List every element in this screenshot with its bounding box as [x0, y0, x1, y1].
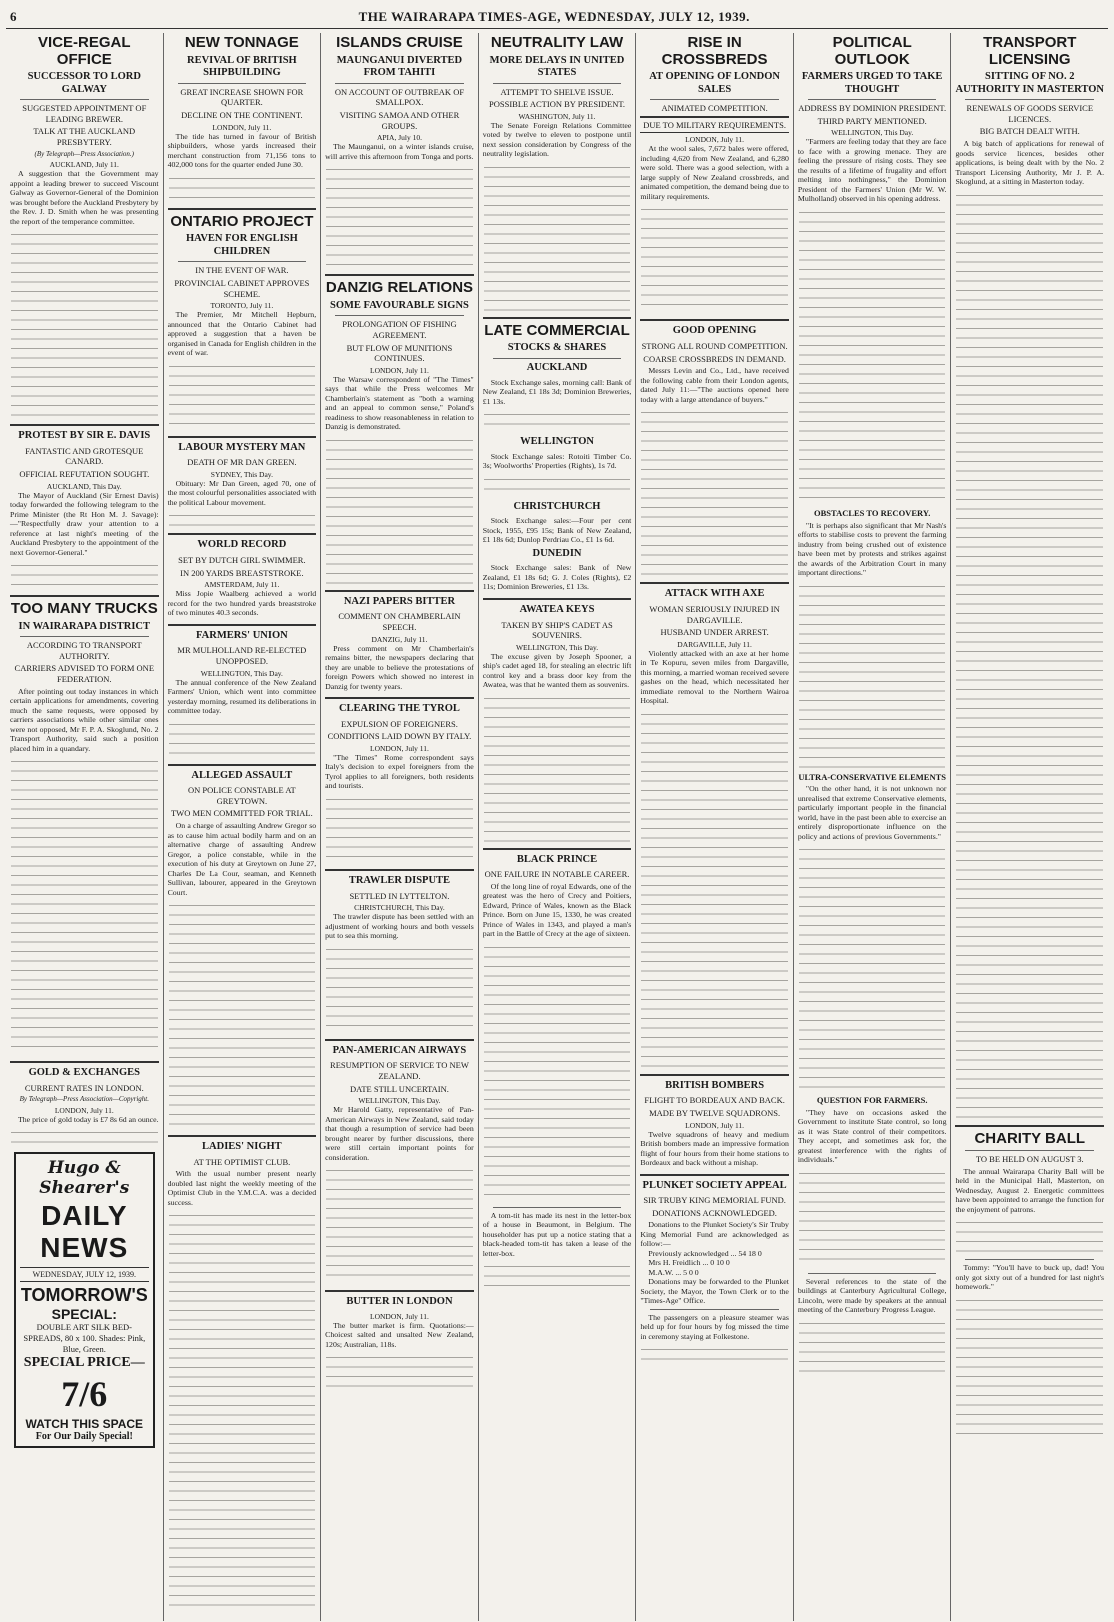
article-farmers-union	[168, 630, 317, 758]
headline: ALLEGED ASSAULT	[191, 769, 293, 781]
article-text-continued	[641, 1343, 788, 1363]
deck: COMMENT ON CHAMBERLAIN SPEECH.	[338, 611, 461, 632]
headline: BLACK PRINCE	[516, 853, 598, 865]
article-text: The excuse given by Joseph Spooner, a ship's cadet aged 18, for stealing an electric lift control key and a brass door key from the Awatea, was that he wanted them as souvenirs.	[482, 651, 632, 690]
article-text-continued	[484, 1260, 631, 1290]
headline: POLITICAL OUTLOOK	[832, 34, 912, 68]
article-text: Of the long line of royal Edwards, one of the greatest was the hero of Crecy and Poitiers, Edward, Prince of Wales, known as the Black Prince. Born on June 15, 1330, he was created Prince of Wales in 1343, and played a man's part in the Battle of Crecy at the age of sixteen.	[482, 881, 632, 939]
article-text-continued	[484, 941, 631, 1201]
article-text: The Mayor of Auckland (Sir Ernest Davis) today forwarded the following telegram to the Prime Minister (the Rt Hon M. J. Savage):—"Respectfully draw your attention to a reference at last night's meeting of the Auckland Presbytery to the appointment of the next Governor-General."	[10, 490, 159, 557]
column-4	[479, 33, 637, 1621]
deck: IN 200 YARDS BREASTSTROKE.	[180, 567, 304, 578]
donation-line: M.A.W. ... 5 0 0	[648, 1267, 699, 1277]
ad-special: SPECIAL:	[51, 1306, 117, 1323]
article-text: The annual conference of the New Zealand Farmers' Union, which went into committee yesterday morning, resumed its deliberations in committee today.	[167, 677, 317, 716]
headline: CLEARING THE TYROL	[338, 703, 460, 715]
headline: GOLD & EXCHANGES	[28, 1067, 140, 1079]
deck: DATE STILL UNCERTAIN.	[350, 1083, 449, 1094]
article-text: A big batch of applications for renewal of goods service licences, besides other applications, is being dealt with by the No. 2 Transport Licensing Authority, Mr J. P. A. Skoglund, at a sitting in Masterton today.	[955, 139, 1105, 187]
headline: PLUNKET SOCIETY APPEAL	[642, 1179, 787, 1191]
article-text-continued	[169, 899, 316, 1129]
byline: By Telegraph—Press Association—Copyright.	[19, 1095, 150, 1104]
deck: EXPULSION OF FOREIGNERS.	[341, 718, 458, 729]
deck: DEATH OF MR DAN GREEN.	[187, 457, 297, 468]
deck: TO BE HELD ON AUGUST 3.	[975, 1154, 1084, 1165]
article-trucks	[10, 601, 159, 1055]
article-crossbreds	[640, 35, 789, 313]
article-text: At the wool sales, 7,672 bales were offered, including 4,620 from New Zealand, and 6,280 were sold. There was a good selection, with a large supply of New Zealand crossbreds, and animated competition, the demand being due to military requirements.	[640, 144, 789, 201]
article-text-continued	[11, 559, 158, 589]
dateline: APIA, July 10.	[376, 133, 422, 143]
article-text: Press comment on Mr Chamberlain's remains bitter, the newspapers declaring that they are unable to believe the protestations of foreign Powers which showed no interest in Danzig for twenty years.	[325, 643, 474, 691]
deck: MR MULHOLLAND RE-ELECTED UNOPPOSED.	[177, 645, 307, 666]
article-text: The price of gold today is £7 8s 6d an ounce.	[18, 1114, 159, 1124]
article-text-continued	[326, 1351, 473, 1391]
ad-special-price: SPECIAL PRICE—	[23, 1355, 145, 1371]
article-ontario	[168, 214, 317, 430]
article-text-continued	[11, 1126, 158, 1146]
ad-watch: WATCH THIS SPACE	[25, 1417, 144, 1432]
article-good-opening	[640, 325, 789, 576]
page-number: 6	[10, 9, 17, 24]
crosshead: OBSTACLES TO RECOVERY.	[814, 507, 931, 518]
article-text: The Warsaw correspondent of "The Times" says that while the Press welcomes Mr Chamberlain's statement as "both a warning and an appeal to common sense," Poland's readiness to show reasonableness in relation to Danzig is demonstrated.	[325, 374, 474, 432]
article-text-continued	[956, 1216, 1103, 1256]
article-text: The tide has turned in favour of British shipbuilders, whose yards increased their merchant construction from 71,156 tons to 402,000 tons for the quarter ended June 30.	[167, 131, 317, 170]
article-text-continued	[169, 718, 316, 758]
deck: FANTASTIC AND GROTESQUE CANARD.	[25, 445, 144, 467]
byline: (By Telegraph—Press Association.)	[34, 149, 135, 158]
ad-price: 7/6	[61, 1374, 108, 1415]
headline: TOO MANY TRUCKS	[10, 600, 158, 618]
deck: GREAT INCREASE SHOWN FOR QUARTER.	[180, 86, 304, 108]
article-text-continued	[956, 189, 1103, 1119]
dateline: LONDON, July 11.	[370, 743, 429, 753]
subheadline: AT OPENING OF LONDON SALES	[649, 71, 780, 95]
deck: SUGGESTED APPOINTMENT OF LEADING BREWER.	[22, 103, 147, 124]
section-christchurch: CHRISTCHURCH	[513, 500, 601, 512]
article-protest	[10, 430, 159, 589]
article-text-continued	[169, 172, 316, 202]
deck: STRONG ALL ROUND COMPETITION.	[641, 341, 788, 352]
subheadline: STOCKS & SHARES	[507, 342, 607, 354]
article-butter	[325, 1296, 474, 1391]
article-axe	[640, 588, 789, 1067]
dateline: DARGAVILLE, July 11.	[677, 639, 752, 649]
headline: BUTTER IN LONDON	[346, 1296, 453, 1308]
dateline: AUCKLAND, This Day.	[46, 481, 122, 491]
article-text-continued	[956, 1294, 1103, 1434]
subheadline: IN WAIRARAPA DISTRICT	[18, 620, 151, 632]
deck: IN THE EVENT OF WAR.	[195, 265, 289, 276]
article-text: "It is perhaps also significant that Mr Nash's efforts to stabilise costs to prevent the farming industry from being crushed out of existence have been met by protests and strikes against the awards of the Arbitration Court in many important directions."	[797, 520, 947, 578]
dateline: LONDON, July 11.	[54, 1105, 114, 1115]
article-text: On a charge of assaulting Andrew Gregor so as to cause him actual bodily harm and on an alternative charge of assaulting Andrew Gregor, a police constable, while in the execution of his duty at Greytown on June 27, Charles De La Cour, seaman, and Kenneth Sullivan, labourer, appeared in the Greytown Court.	[167, 821, 317, 897]
deck: BUT FLOW OF MUNITIONS CONTINUES.	[346, 342, 453, 364]
article-text-continued	[484, 473, 631, 498]
deck: DONATIONS ACKNOWLEDGED.	[652, 1207, 777, 1218]
column-5	[636, 33, 794, 1621]
article-text: Stock Exchange sales: Rotoiti Timber Co. 3s; Woolworths' Properties (Rights), 1s 7d.	[482, 451, 632, 471]
headline: TRAWLER DISPUTE	[348, 874, 451, 886]
ad-paper-name: DAILY NEWS	[40, 1200, 129, 1264]
deck: DUE TO MILITARY REQUIREMENTS.	[640, 116, 789, 134]
deck: OFFICIAL REFUTATION SOUGHT.	[19, 468, 150, 479]
dateline: WELLINGTON, This Day.	[200, 668, 283, 678]
article-text-continued	[484, 692, 631, 842]
advertisement-hugo-shearer	[14, 1152, 155, 1448]
article-transport-licensing	[955, 35, 1104, 1119]
headline: ISLANDS CRUISE	[336, 34, 463, 51]
headline: RISE IN CROSSBREDS	[661, 34, 768, 68]
article-text: The butter market is firm. Quotations:—Choicest salted and unsalted New Zealand, 120s; Australian, 118s.	[325, 1320, 474, 1349]
newspaper-title: THE WAIRARAPA TIMES-AGE, WEDNESDAY, JULY 12, 1939.	[358, 9, 750, 24]
headline: DANZIG RELATIONS	[325, 279, 474, 297]
subheadline: MAUNGANUI DIVERTED FROM TAHITI	[336, 54, 463, 79]
subheadline: SITTING OF NO. 2 AUTHORITY IN MASTERTON	[955, 71, 1104, 95]
headline: PAN-AMERICAN AIRWAYS	[332, 1044, 467, 1056]
deck: TALK AT THE AUCKLAND PRESBYTERY.	[33, 126, 136, 148]
article-text: "On the other hand, it is not unknown nor unrealised that extreme Conservative elements, particularly important people in the financial world, have in the past been able to exercise an entirely disproportionate influence on the policy and actions of previous Governments."	[797, 784, 947, 841]
deck: ACCORDING TO TRANSPORT AUTHORITY.	[26, 640, 142, 661]
subheadline: FARMERS URGED TO TAKE THOUGHT	[801, 71, 943, 95]
article-text: Miss Jopie Waalberg achieved a world record for the two hundred yards breaststroke of two minutes 40.3 seconds.	[167, 589, 317, 618]
dateline: AMSTERDAM, July 11.	[204, 580, 280, 590]
dateline: AUCKLAND, July 11.	[49, 160, 119, 170]
deck: SET BY DUTCH GIRL SWIMMER.	[178, 554, 306, 565]
section-dunedin: DUNEDIN	[532, 547, 582, 559]
headline: VICE-REGAL OFFICE	[38, 34, 131, 68]
headline: PROTEST BY SIR E. DAVIS	[18, 430, 151, 442]
headline: ATTACK WITH AXE	[664, 588, 765, 600]
dateline: LONDON, July 11.	[212, 122, 272, 132]
headline: NEUTRALITY LAW	[490, 34, 624, 51]
deck: ON POLICE CONSTABLE AT GREYTOWN.	[188, 785, 296, 806]
deck: TWO MEN COMMITTED FOR TRIAL.	[170, 808, 313, 819]
deck: CONDITIONS LAID DOWN BY ITALY.	[327, 731, 472, 742]
article-text-continued	[641, 406, 788, 576]
article-text: The Premier, Mr Mitchell Hepburn, announced that the Ontario Cabinet had approved a suggestion that a haven be organised in Canada for English children in the event of war.	[167, 310, 317, 358]
article-text: Twelve squadrons of heavy and medium British bombers made an impressive formation flight of four hours from their home stations to Bordeaux and back without a mishap.	[640, 1129, 789, 1168]
deck: AT THE OPTIMIST CLUB.	[193, 1156, 291, 1167]
subheadline: SOME FAVOURABLE SIGNS	[330, 299, 469, 311]
deck: MADE BY TWELVE SQUADRONS.	[649, 1107, 781, 1118]
deck: RESUMPTION OF SERVICE TO NEW ZEALAND.	[330, 1060, 469, 1081]
deck: ON ACCOUNT OF OUTBREAK OF SMALLPOX.	[334, 86, 465, 108]
article-tonnage	[168, 35, 317, 202]
column-1	[6, 33, 164, 1621]
headline: ONTARIO PROJECT	[170, 212, 314, 230]
masthead	[6, 6, 1108, 29]
section-auckland: AUCKLAND	[526, 362, 588, 374]
article-text-continued	[326, 793, 473, 863]
deck: FLIGHT TO BORDEAUX AND BACK.	[644, 1095, 785, 1106]
headline: AWATEA KEYS	[519, 603, 595, 615]
column-7	[951, 33, 1108, 1621]
deck: HUSBAND UNDER ARREST.	[660, 627, 769, 638]
deck: SIR TRUBY KING MEMORIAL FUND.	[643, 1195, 786, 1206]
article-labour	[168, 442, 317, 528]
headline: FARMERS' UNION	[196, 629, 288, 641]
subheadline: HAVEN FOR ENGLISH CHILDREN	[185, 233, 298, 257]
headline: NEW TONNAGE	[184, 34, 299, 51]
article-text-continued	[641, 203, 788, 313]
donation-line: Mrs H. Freidlich ... 0 10 0	[648, 1258, 730, 1268]
dateline: WASHINGTON, July 11.	[518, 111, 596, 121]
article-text-continued	[326, 163, 473, 268]
dateline: WELLINGTON, This Day.	[831, 128, 914, 138]
subheadline: SUCCESSOR TO LORD GALWAY	[27, 71, 141, 95]
article-text-continued	[484, 408, 631, 433]
article-text-continued	[641, 708, 788, 1068]
crosshead: ULTRA-CONSERVATIVE ELEMENTS	[798, 771, 946, 782]
article-text-continued	[799, 1317, 946, 1377]
deck: COARSE CROSSBREDS IN DEMAND.	[643, 353, 786, 364]
article-text-continued	[169, 1209, 316, 1609]
headline: TRANSPORT LICENSING	[983, 34, 1077, 68]
deck: ONE FAILURE IN NOTABLE CAREER.	[484, 869, 630, 880]
dateline: SYDNEY, This Day.	[210, 469, 273, 479]
deck: TAKEN BY SHIP'S CADET AS SOUVENIRS.	[501, 619, 613, 641]
subheadline: MORE DELAYS IN UNITED STATES	[489, 54, 625, 79]
columns	[6, 33, 1108, 1621]
dateline: DANZIG, July 11.	[371, 634, 428, 644]
ad-tagline: For Our Daily Special!	[35, 1431, 133, 1443]
article-text: A tom-tit has made its nest in the letter-box of a house in Beaumont, in Belgium. The householder has put up a notice stating that a black-headed tom-tit has taken a lease of the letter-box.	[482, 1210, 632, 1258]
headline: CHARITY BALL	[974, 1129, 1086, 1147]
article-text: The annual Wairarapa Charity Ball will be held in the Municipal Hall, Masterton, on Wednesday, August 2. Energetic committees have been appointed to arrange the function for the enjoyment of patrons.	[955, 1166, 1105, 1214]
article-text-continued	[799, 580, 946, 770]
article-text-continued	[799, 1167, 946, 1267]
article-text: Stock Exchange sales: Bank of New Zealand, £1 18s 6d; G. J. Coles (Rights), £2 11s; Dominion Breweries, £1 13s.	[482, 563, 632, 592]
column-6	[794, 33, 952, 1621]
subheadline: REVIVAL OF BRITISH SHIPBUILDING	[187, 54, 297, 79]
article-text: With the usual number present nearly doubled last night the weekly meeting of the Optimist Club in the Y.M.C.A. was a decided success.	[167, 1169, 317, 1207]
article-text-continued	[11, 755, 158, 1055]
article-text: Several references to the state of the buildings at Canterbury Agricultural College, Lincoln, were made by speakers at the annual meeting of the Canterbury Progress League.	[797, 1276, 947, 1315]
article-text: "They have on occasions asked the Government to institute State control, so long as it was State control of their competitors. They accept, and sometimes ask for, the greatest interference with the rights of individuals."	[797, 1107, 947, 1165]
column-3	[321, 33, 479, 1621]
article-text: After pointing out today instances in which certain applications for amendments, covering much the same requests, were opposed by carriers associations while other similar ones were not opposed, Mr F. P. A. Skoglund, No. 2 Transport Authority, said such a position placed him in a quandary.	[10, 686, 159, 753]
deck: DECLINE ON THE CONTINENT.	[181, 109, 303, 120]
article-text: "Farmers are feeling today that they are face to face with a growing menace. They are feeling the pressure of rising costs. They see the results of a lifetime of frugality and effort melting into nothingness," the Dominion President of the Farmers' Union (Mr W. W. Mulholland) observed in his opening address.	[797, 137, 947, 204]
article-text: The Maunganui, on a winter islands cruise, will arrive this afternoon from Tonga and ports.	[325, 142, 474, 161]
ad-tomorrow: TOMORROW'S	[20, 1285, 148, 1306]
article-text: Tommy: "You'll have to buck up, dad! You only got sixty out of a hundred for last night's homework."	[955, 1263, 1105, 1292]
article-charity-ball	[955, 1131, 1104, 1434]
deck: CARRIERS ADVISED TO FORM ONE FEDERATION.	[14, 663, 155, 685]
article-text: The trawler dispute has been settled with an adjustment of working hours and both vessels put to sea this morning.	[325, 912, 474, 941]
article-text-continued	[484, 161, 631, 311]
article-assault	[168, 770, 317, 1129]
deck: THIRD PARTY MENTIONED.	[817, 115, 927, 126]
article-text: Violently attacked with an axe at her home in Te Kopuru, seven miles from Dargaville, this morning, a married woman received severe gashes on the head, which necessitated her immediate removal to the Northern Wairoa Hospital.	[640, 648, 789, 706]
dateline: LONDON, July 11.	[685, 135, 745, 145]
article-tom-tit	[483, 1211, 632, 1291]
dateline: LONDON, July 11.	[370, 1311, 429, 1321]
headline: GOOD OPENING	[672, 325, 757, 337]
article-vice-regal	[10, 35, 159, 418]
article-text: Stock Exchange sales, morning call: Bank of New Zealand, £1 18s 3d; Dominion Breweries, £1 13s.	[482, 377, 632, 406]
article-gold	[10, 1067, 159, 1146]
headline: BRITISH BOMBERS	[665, 1079, 765, 1091]
deck: BIG BATCH DEALT WITH.	[979, 126, 1080, 137]
article-text-continued	[169, 360, 316, 430]
deck: ATTEMPT TO SHELVE ISSUE.	[500, 86, 614, 97]
article-text-continued	[326, 943, 473, 1033]
article-text: Donations may be forwarded to the Plunket Society, the Mayor, the Town Clerk or to the "Times-Age" Office.	[640, 1277, 789, 1306]
headline: WORLD RECORD	[197, 539, 287, 551]
ad-description: DOUBLE ART SILK BED-SPREADS, 80 x 100. Shades: Pink, Blue, Green.	[23, 1322, 146, 1355]
donation-line: Previously acknowledged ... 54 18 0	[648, 1248, 762, 1258]
dateline: TORONTO, July 11.	[210, 301, 274, 311]
article-lincoln-college	[798, 1277, 947, 1377]
crosshead: QUESTION FOR FARMERS.	[816, 1095, 928, 1106]
dateline: WELLINGTON, This Day.	[515, 642, 599, 652]
article-text: The Senate Foreign Relations Committee voted by twelve to eleven to postpone until next session consideration by Congress of the neutrality legislation.	[482, 120, 632, 159]
article-political-outlook	[798, 35, 947, 1267]
dateline: LONDON, July 11.	[685, 1120, 745, 1130]
article-text-continued	[169, 509, 316, 527]
deck: PROVINCIAL CABINET APPROVES SCHEME.	[174, 277, 310, 299]
article-text: The passengers on a pleasure steamer was held up for four hours by fog missed the time in ceremony staying at Folkestone.	[640, 1312, 789, 1341]
article-text-continued	[799, 843, 946, 1093]
article-danzig	[325, 280, 474, 584]
dateline: LONDON, July 11.	[370, 365, 429, 375]
article-tyrol	[325, 703, 474, 863]
article-neutrality	[483, 35, 632, 311]
ad-brand: Hugo & Shearer's	[39, 1158, 130, 1199]
dateline: CHRISTCHURCH, This Day.	[354, 903, 445, 913]
article-text: Mr Harold Gatty, representative of Pan-American Airways in New Zealand, said today that though a resumption of service had been brought nearer by further discussions, there were still certain important points for consideration.	[325, 1105, 474, 1162]
article-bombers	[640, 1080, 789, 1168]
article-text-continued	[799, 206, 946, 506]
article-plunket	[640, 1180, 789, 1364]
headline: NAZI PAPERS BITTER	[343, 595, 456, 607]
deck: POSSIBLE ACTION BY PRESIDENT.	[489, 99, 626, 110]
deck: WOMAN SERIOUSLY INJURED IN DARGAVILLE.	[649, 603, 780, 625]
article-ladies-night	[168, 1141, 317, 1609]
headline: LADIES' NIGHT	[202, 1141, 282, 1152]
article-islands-cruise	[325, 35, 474, 268]
article-text: Stock Exchange sales:—Four per cent Stock, 1955, £95 15s; Bank of New Zealand, £1 18s 6d; Dunlop Perdriau Co., £1 1s 6d.	[482, 516, 632, 545]
article-awatea	[483, 604, 632, 842]
article-pan-american	[325, 1045, 474, 1284]
article-text: Messrs Levin and Co., Ltd., have received the following cable from their London agents, dated July 11:—"The auctions opened here today with a large attendance of buyers."	[640, 366, 789, 404]
article-late-commercial	[483, 323, 632, 592]
article-nazi-papers	[325, 596, 474, 691]
column-2	[164, 33, 322, 1621]
article-trawler	[325, 875, 474, 1033]
ad-date: WEDNESDAY, JULY 12, 1939.	[20, 1267, 149, 1282]
deck: CURRENT RATES IN LONDON.	[24, 1082, 144, 1093]
deck: SETTLED IN LYTTELTON.	[349, 890, 450, 901]
section-wellington: WELLINGTON	[520, 436, 594, 448]
article-text: Obituary: Mr Dan Green, aged 70, one of the most colourful personalities associated with the political Labour movement.	[167, 478, 317, 507]
deck: RENEWALS OF GOODS SERVICE LICENCES.	[966, 103, 1094, 124]
article-black-prince	[483, 854, 632, 1201]
deck: PROLONGATION OF FISHING AGREEMENT.	[342, 319, 457, 340]
headline: LABOUR MYSTERY MAN	[178, 441, 306, 453]
article-text: Donations to the Plunket Society's Sir Truby King Memorial Fund are acknowledged as follow:—	[640, 1220, 789, 1249]
article-text-continued	[326, 1164, 473, 1284]
dateline: WELLINGTON, This Day.	[358, 1096, 441, 1106]
article-text-continued	[11, 228, 158, 418]
article-text: "The Times" Rome correspondent says Italy's decision to expel foreigners from the Tyrol applies to all foreigners, both residents and tourists.	[325, 752, 474, 791]
deck: VISITING SAMOA AND OTHER GROUPS.	[339, 109, 460, 131]
deck: ANIMATED COMPETITION.	[661, 103, 768, 114]
article-record	[168, 539, 317, 617]
headline: LATE COMMERCIAL	[484, 321, 630, 339]
article-text: A suggestion that the Government may appoint a leading brewer to succeed Viscount Galway as Governor-General of the Dominion was brought before the Auckland Presbytery by the Rev. J. D. Smith when he was presenting the report of the temperance committee.	[10, 169, 159, 226]
deck: ADDRESS BY DOMINION PRESIDENT.	[798, 103, 947, 114]
article-text-continued	[326, 434, 473, 584]
